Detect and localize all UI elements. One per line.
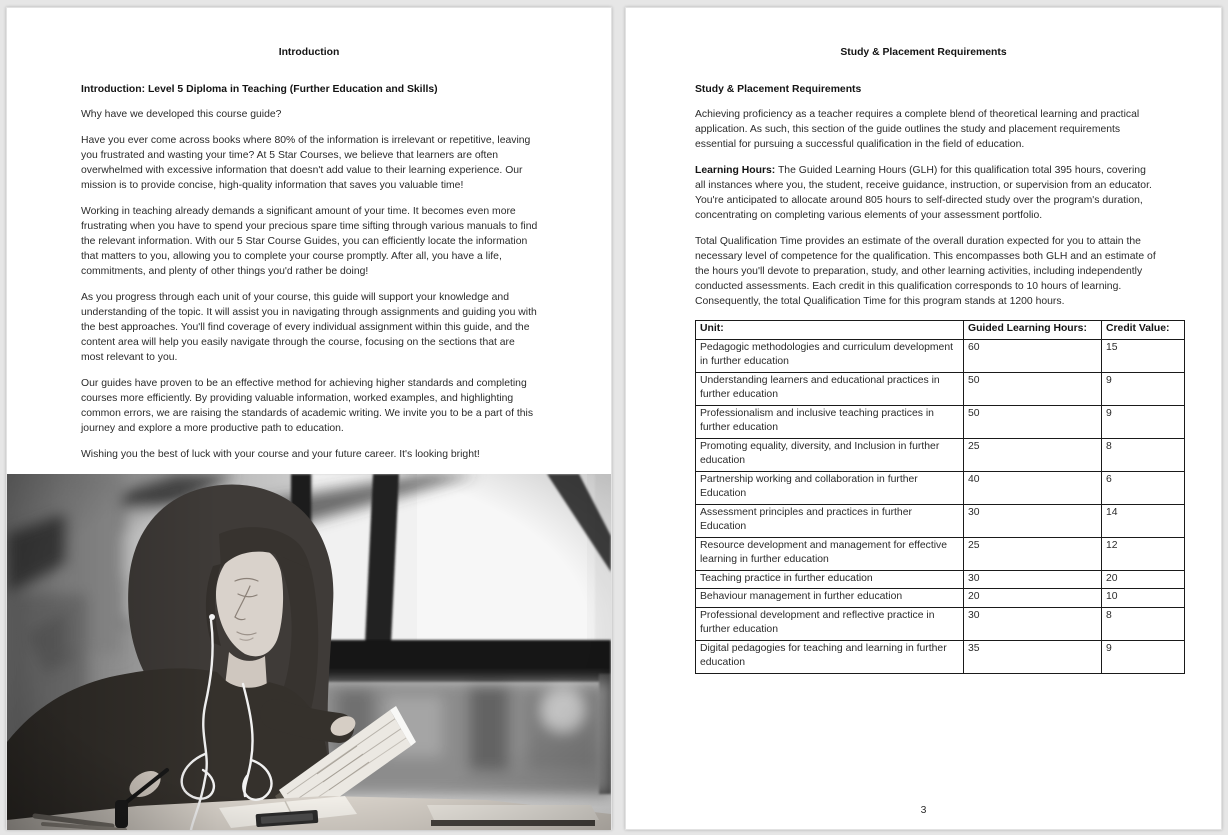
cell-glh: 30: [964, 504, 1102, 537]
introduction-content: [81, 82, 539, 473]
page-introduction: [6, 7, 612, 830]
units-table: [695, 320, 1185, 674]
units-table-row: [696, 504, 1185, 537]
units-table-row: [696, 405, 1185, 438]
cell-credit: 9: [1102, 640, 1185, 673]
cell-credit: 15: [1102, 339, 1185, 372]
paragraph: Why have we developed this course guide?: [81, 109, 282, 120]
cell-glh: 30: [964, 607, 1102, 640]
cell-glh: 30: [964, 570, 1102, 589]
cell-unit: Behaviour management in further education: [696, 589, 964, 608]
cell-unit: Resource development and management for effective learning in further education: [696, 537, 964, 570]
cell-unit: Understanding learners and educational practices in further education: [696, 372, 964, 405]
cell-credit: 8: [1102, 438, 1185, 471]
introduction-paragraphs: [81, 107, 539, 462]
units-table-row: [696, 339, 1185, 372]
cell-unit: Partnership working and collaboration in further Education: [696, 471, 964, 504]
page-study-placement: [625, 7, 1222, 830]
header-credit: Credit Value:: [1102, 321, 1185, 340]
units-table-row: [696, 607, 1185, 640]
units-table-row: [696, 570, 1185, 589]
cell-credit: 6: [1102, 471, 1185, 504]
cell-glh: 50: [964, 372, 1102, 405]
cell-unit: Promoting equality, diversity, and Inclusion in further education: [696, 438, 964, 471]
cell-unit: Assessment principles and practices in further Education: [696, 504, 964, 537]
units-table-row: [696, 438, 1185, 471]
paragraph: Have you ever come across books where 80% of the information is irrelevant or repetitive, leaving you frustrated and wasting your time? At 5 Star Courses, we believe that learners are often overwhelmed with excessive information that doesn't add value to their learning experience. Our mission is to provide concise, high-quality information that saves you valuable time!: [81, 135, 531, 191]
paragraph: Working in teaching already demands a significant amount of your time. It becomes even more frustrating when you have to spend your precious spare time sifting through various manuals to find the relevant information. With our 5 Star Course Guides, you can efficiently locate the information that matters to you, allowing you to complete your course promptly. After all, you have a life, commitments, and plenty of other things you'd rather be doing!: [81, 206, 538, 277]
running-header-left: Introduction: [278, 47, 340, 58]
units-table-row: [696, 589, 1185, 608]
page-number: 3: [920, 805, 927, 816]
intro-paragraph: Achieving proficiency as a teacher requires a complete blend of theoretical learning and practical application. As such, this section of the guide outlines the study and placement requirements essential for pursuing a successful qualification in the field of education.: [695, 109, 1140, 150]
units-table-row: [696, 537, 1185, 570]
introduction-title: Introduction: Level 5 Diploma in Teaching (Further Education and Skills): [81, 84, 438, 95]
cell-glh: 25: [964, 537, 1102, 570]
paragraph: Our guides have proven to be an effective method for achieving higher standards and completing courses more efficiently. By providing valuable information, worked examples, and highlighting common errors, we are raising the standards of academic writing. We invite you to be a part of this journey and explore a more productive path to education.: [81, 378, 534, 434]
tqt-paragraph: Total Qualification Time provides an estimate of the overall duration expected for you to attain the necessary level of competence for the qualification. This encompasses both GLH and an estimate of the hours you'll devote to preparation, study, and other learning activities, including independently conducted assessments. Each credit in this qualification corresponds to 10 hours of learning. Consequently, the total Qualification Time for this program stands at 1200 hours.: [695, 236, 1156, 307]
units-table-row: [696, 372, 1185, 405]
cell-credit: 12: [1102, 537, 1185, 570]
running-header-right: Study & Placement Requirements: [840, 47, 1007, 58]
units-table-row: [696, 471, 1185, 504]
cell-unit: Teaching practice in further education: [696, 570, 964, 589]
cell-unit: Professionalism and inclusive teaching practices in further education: [696, 405, 964, 438]
units-table-row: [696, 640, 1185, 673]
cell-credit: 9: [1102, 405, 1185, 438]
study-placement-title: Study & Placement Requirements: [695, 84, 862, 95]
cell-glh: 60: [964, 339, 1102, 372]
learning-hours-label: Learning Hours:: [695, 165, 776, 176]
paragraph: Wishing you the best of luck with your course and your future career. It's looking bright!: [81, 449, 480, 460]
student-photo-illustration: [7, 474, 611, 830]
units-table-header-row: [696, 321, 1185, 340]
cell-credit: 20: [1102, 570, 1185, 589]
learning-hours-text: The Guided Learning Hours (GLH) for this qualification total 395 hours, covering all instances where you, the student, receive guidance, instruction, or supervision from an educator. You're anticipated to allocate around 805 hours to self-directed study over the program's duration, concentrating on completing various elements of your assessment portfolio.: [695, 165, 1152, 221]
units-table-body: [696, 339, 1185, 673]
cell-credit: 8: [1102, 607, 1185, 640]
cell-unit: Pedagogic methodologies and curriculum development in further education: [696, 339, 964, 372]
cell-glh: 25: [964, 438, 1102, 471]
learning-hours-paragraph: [695, 163, 1156, 223]
cell-glh: 50: [964, 405, 1102, 438]
cell-unit: Digital pedagogies for teaching and learning in further education: [696, 640, 964, 673]
student-studying-photo: [7, 474, 611, 830]
header-unit: Unit:: [696, 321, 964, 340]
cell-glh: 20: [964, 589, 1102, 608]
cell-unit: Professional development and reflective practice in further education: [696, 607, 964, 640]
cell-credit: 14: [1102, 504, 1185, 537]
cell-glh: 35: [964, 640, 1102, 673]
study-placement-content: [695, 82, 1184, 674]
cell-glh: 40: [964, 471, 1102, 504]
cell-credit: 9: [1102, 372, 1185, 405]
cell-credit: 10: [1102, 589, 1185, 608]
paragraph: As you progress through each unit of your course, this guide will support your knowledge and understanding of the topic. It will assist you in navigating through assignments and guiding you with the best approaches. You'll find coverage of every individual assignment within this guide, and the content area will help you easily navigate through the course, focusing on the sections that are most relevant to you.: [81, 292, 537, 363]
header-glh: Guided Learning Hours:: [964, 321, 1102, 340]
